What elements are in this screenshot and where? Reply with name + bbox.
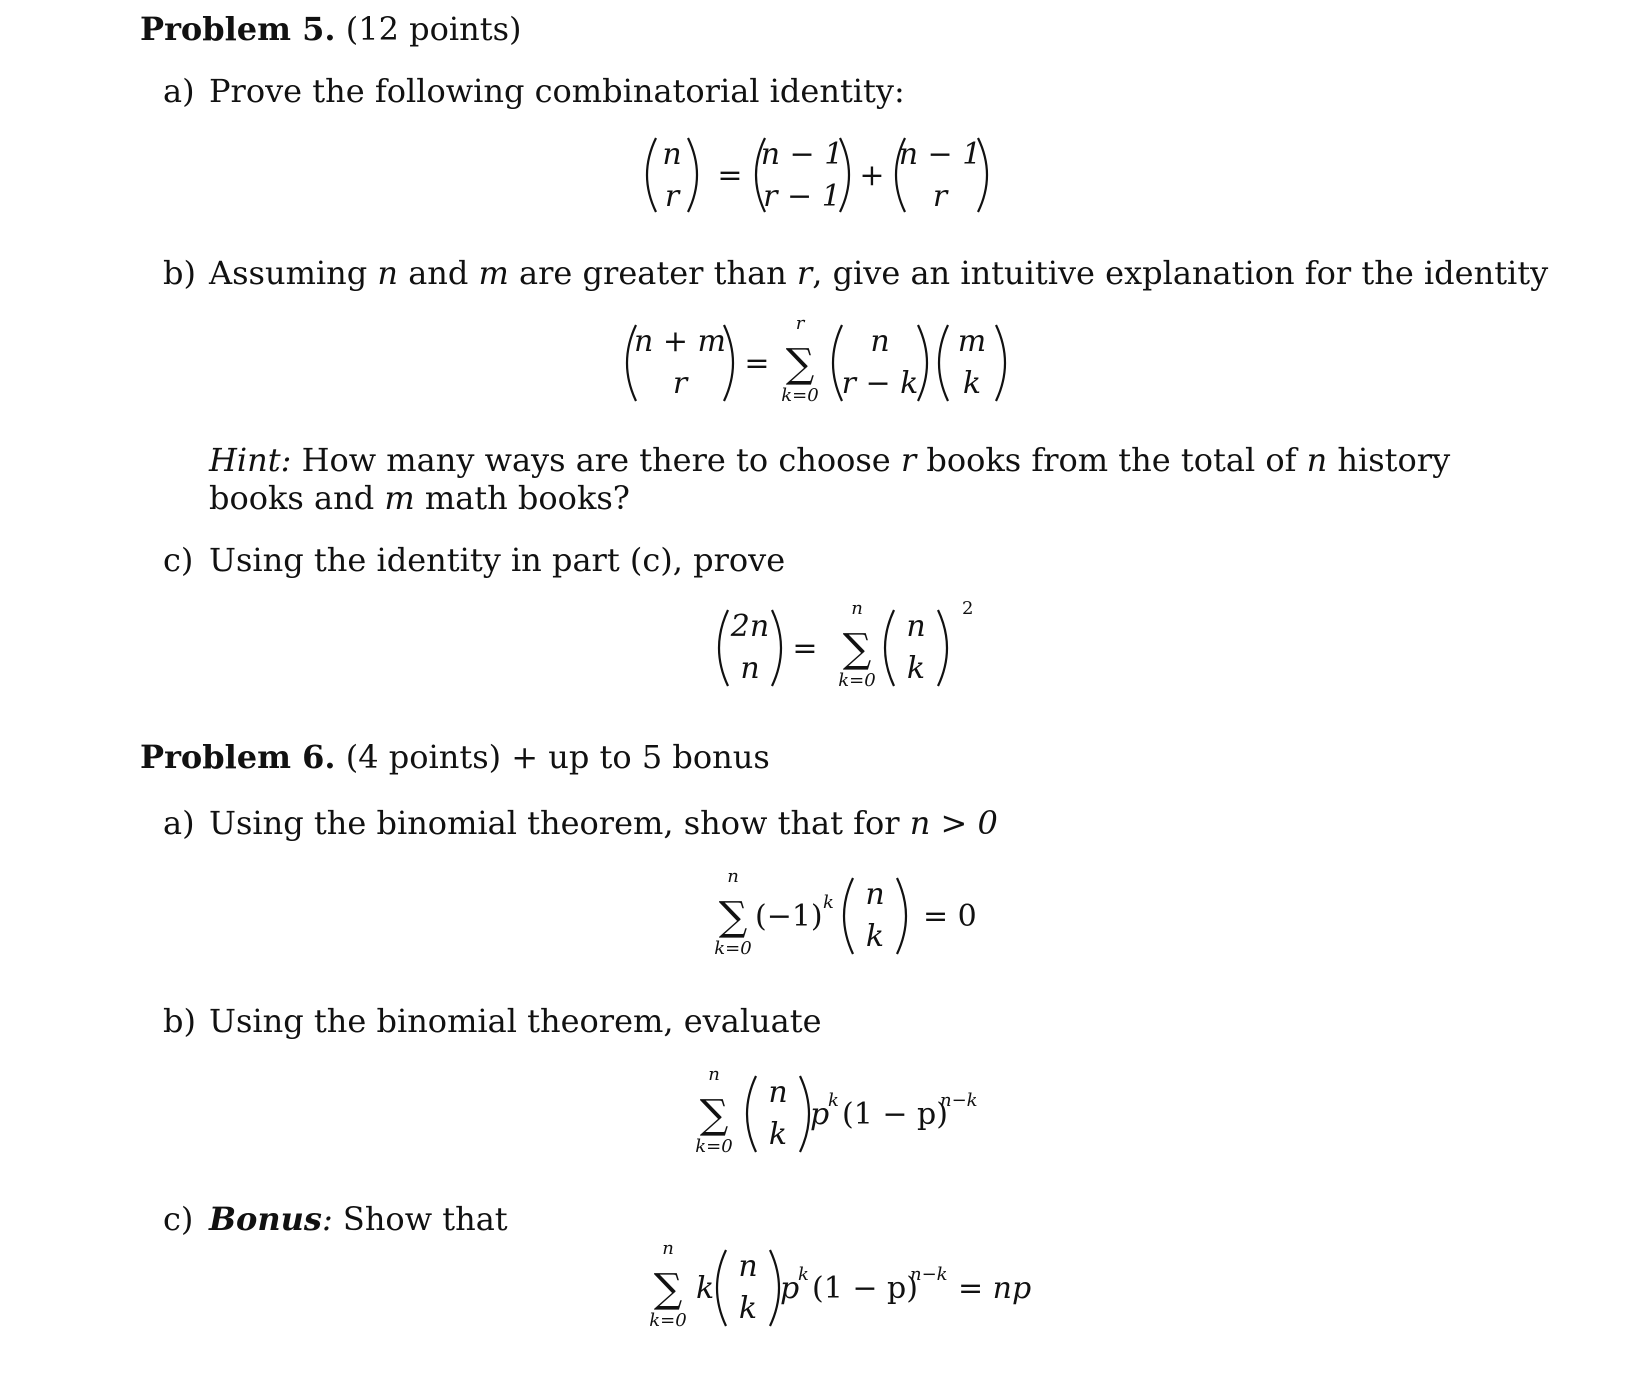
eq5b-lhs-bottom: r <box>672 366 688 401</box>
problem-6c-label: c) <box>163 1200 194 1238</box>
eq6a-factor-exp: k <box>823 892 834 913</box>
eq5b-sum-sign: ∑ <box>785 341 815 387</box>
eq6b-sum-bottom: k=0 <box>695 1136 733 1157</box>
eq5c-lhs-bottom: n <box>740 651 760 686</box>
problem-6c-colon: : <box>321 1200 333 1238</box>
problem-6a-condition: n > 0 <box>909 804 998 842</box>
eq5c-sum-bottom: k=0 <box>838 670 876 691</box>
problem-5b-var-r: r <box>796 254 813 292</box>
eq6b-t1-bottom: k <box>768 1117 788 1152</box>
eq5b-t1-top: n <box>870 324 890 359</box>
equation-6a <box>705 868 985 976</box>
problem-5a-text: Prove the following combinatorial identity: <box>209 72 905 110</box>
eq6a-sum-top: n <box>727 866 739 887</box>
eq5a-t1-bottom: r − 1 <box>763 179 841 214</box>
problem-5a <box>163 72 905 110</box>
eq6b-q: (1 − p) <box>842 1097 948 1132</box>
eq6c-k: k <box>696 1271 715 1306</box>
eq6b-q-exp: n−k <box>940 1090 978 1111</box>
eq5c-t1-bottom: k <box>906 651 926 686</box>
problem-5b-label: b) <box>163 254 196 292</box>
equation-5c <box>712 600 992 708</box>
eq6c-sum-bottom: k=0 <box>649 1310 687 1331</box>
problem-6a-text: Using the binomial theorem, show that for <box>209 804 910 842</box>
eq5b-t2-bottom: k <box>962 366 982 401</box>
eq6b-sum-sign: ∑ <box>699 1092 729 1138</box>
equation-5b-svg <box>620 315 1060 415</box>
hint-var-n: n <box>1306 441 1328 479</box>
problem-5c-label: c) <box>163 541 194 579</box>
hint-label: Hint: <box>209 441 292 479</box>
eq6b-p-exp: k <box>828 1090 839 1111</box>
eq5c-sum-sign: ∑ <box>842 626 872 672</box>
eq6a-sum-sign: ∑ <box>718 894 748 940</box>
eq5a-t2-bottom: r <box>932 179 948 214</box>
problem-5-points: (12 points) <box>345 10 522 48</box>
problem-6-title: Problem 6. <box>140 738 336 776</box>
problem-5b-text-mid: are greater than <box>508 254 797 292</box>
eq6b-p: p <box>810 1097 830 1132</box>
problem-6-heading <box>140 738 770 776</box>
equation-6a-svg <box>705 868 985 968</box>
eq5a-lhs-top: n <box>662 137 682 172</box>
hint-text-2: books from the total of <box>916 441 1307 479</box>
eq6a-factor: (−1) <box>755 899 823 934</box>
problem-5c-text: Using the identity in part (c), prove <box>209 541 786 579</box>
problem-5a-label: a) <box>163 72 195 110</box>
hint-var-r: r <box>900 441 917 479</box>
eq5b-t2-top: m <box>957 324 987 359</box>
eq5b-sum-bottom: k=0 <box>781 385 819 406</box>
hint-var-m: m <box>384 479 415 517</box>
eq5c-lhs-top: 2n <box>730 609 770 644</box>
equation-5a <box>640 130 1040 228</box>
eq6a-rhs: = 0 <box>923 899 977 934</box>
eq5a-t2-top: n − 1 <box>898 137 982 172</box>
eq6c-p: p <box>780 1271 800 1306</box>
problem-6-points: (4 points) + up to 5 bonus <box>345 738 770 776</box>
eq6a-t1-top: n <box>865 877 885 912</box>
equation-6c-svg <box>640 1240 1060 1340</box>
equation-5c-svg <box>712 600 992 700</box>
eq5c-equals: = <box>792 631 818 666</box>
problem-6c-text: Show that <box>332 1200 508 1238</box>
eq6c-rhs: = np <box>958 1271 1032 1306</box>
eq5a-equals: = <box>717 158 743 193</box>
eq5a-t1-top: n − 1 <box>760 137 844 172</box>
eq5a-plus: + <box>859 158 885 193</box>
hint-text-4: math books? <box>414 479 630 517</box>
eq5b-t1-bottom: r − k <box>841 366 919 401</box>
eq5a-lhs-bottom: r <box>664 179 680 214</box>
problem-5b-text-pre: Assuming <box>209 254 378 292</box>
problem-6c-bonus: Bonus <box>209 1200 322 1238</box>
eq5b-sum-top: r <box>795 313 805 334</box>
problem-5b-hint <box>209 441 1479 517</box>
equation-6b <box>686 1066 1006 1174</box>
eq6c-t1-top: n <box>738 1249 758 1284</box>
problem-6b-text: Using the binomial theorem, evaluate <box>209 1002 822 1040</box>
eq6c-sum-top: n <box>662 1238 674 1259</box>
eq5c-sum-top: n <box>851 598 863 619</box>
problem-5-title: Problem 5. <box>140 10 336 48</box>
eq5b-lhs-top: n + m <box>634 324 726 359</box>
equation-5b <box>620 315 1060 423</box>
problem-6b <box>163 1002 822 1040</box>
hint-text-1: How many ways are there to choose <box>291 441 901 479</box>
hint-text-3: history books and <box>209 441 1451 517</box>
eq6c-sum-sign: ∑ <box>653 1266 683 1312</box>
problem-5b-var-m: m <box>478 254 509 292</box>
problem-5b-text-post: , give an intuitive explanation for the identity <box>812 254 1549 292</box>
problem-5-heading <box>140 10 521 48</box>
eq5c-exponent: 2 <box>962 598 974 619</box>
problem-6b-label: b) <box>163 1002 196 1040</box>
equation-6b-svg <box>686 1066 1006 1166</box>
problem-5b-var-n: n <box>377 254 399 292</box>
eq6a-t1-bottom: k <box>865 919 885 954</box>
eq5b-equals: = <box>744 346 770 381</box>
problem-6a-label: a) <box>163 804 195 842</box>
eq6a-sum-bottom: k=0 <box>714 938 752 959</box>
eq6b-sum-top: n <box>708 1064 720 1085</box>
eq6c-p-exp: k <box>798 1264 809 1285</box>
problem-5b <box>163 254 1548 292</box>
eq6c-t1-bottom: k <box>738 1291 758 1326</box>
problem-6a <box>163 804 998 842</box>
eq6c-q: (1 − p) <box>812 1271 918 1306</box>
eq6b-t1-top: n <box>768 1075 788 1110</box>
eq6c-q-exp: n−k <box>910 1264 948 1285</box>
equation-5a-svg <box>640 130 1040 220</box>
eq5c-t1-top: n <box>906 609 926 644</box>
equation-6c <box>640 1240 1060 1348</box>
problem-5b-text-and: and <box>398 254 479 292</box>
problem-6c <box>163 1200 508 1238</box>
problem-5c <box>163 541 785 579</box>
